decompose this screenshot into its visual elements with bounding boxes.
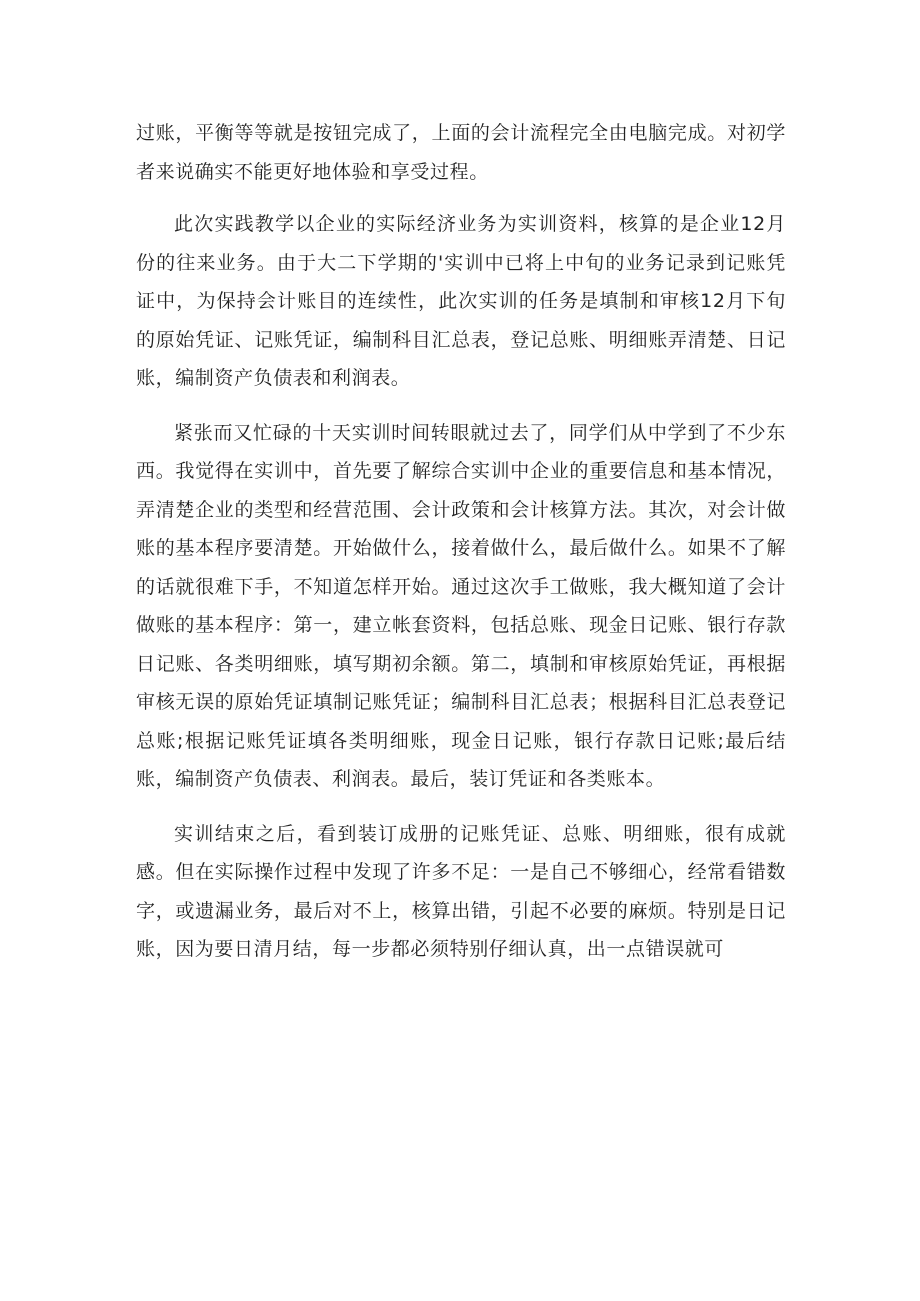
paragraph-procedure: 紧张而又忙碌的十天实训时间转眼就过去了，同学们从中学到了不少东西。我觉得在实训中，首先要了解综合实训中企业的重要信息和基本情况，弄清楚企业的类型和经营范围、会计政策和会计核算方法。其次，对会计做账的基本程序要清楚。开始做什么，接着做什么，最后做什么。如果不了解的话就很难下手，不知道怎样开始。通过这次手工做账，我大概知道了会计做账的基本程序：第一，建立帐套资料，包括总账、现金日记账、银行存款日记账、各类明细账，填写期初余额。第二，填制和审核原始凭证，再根据审核无误的原始凭证填制记账凭证；编制科目汇总表；根据科目汇总表登记总账;根据记账凭证填各类明细账，现金日记账，银行存款日记账;最后结账，编制资产负债表、利润表。最后，装订凭证和各类账本。: [136, 421, 786, 790]
paragraph-reflection: 实训结束之后，看到装订成册的记账凭证、总账、明细账，很有成就感。但在实际操作过程中发现了许多不足：一是自己不够细心，经常看错数字，或遗漏业务，最后对不上，核算出错，引起不必要的麻烦。特别是日记账，因为要日清月结，每一步都必须特别仔细认真，出一点错误就可: [136, 822, 786, 960]
paragraph-practice-content: 此次实践教学以企业的实际经济业务为实训资料，核算的是企业12月份的往来业务。由于大二下学期的'实训中已将上中旬的业务记录到记账凭证中，为保持会计账目的连续性，此次实训的任务是填制和审核12月下旬的原始凭证、记账凭证，编制科目汇总表，登记总账、明细账弄清楚、日记账，编制资产负债表和利润表。: [136, 213, 786, 389]
paragraph-gap: [136, 799, 786, 815]
paragraph-continuation: 过账，平衡等等就是按钮完成了，上面的会计流程完全由电脑完成。对初学者来说确实不能更好地体验和享受过程。: [136, 122, 786, 183]
document-body: [136, 114, 786, 969]
paragraph-gap: [136, 398, 786, 414]
paragraph-gap: [136, 191, 786, 205]
